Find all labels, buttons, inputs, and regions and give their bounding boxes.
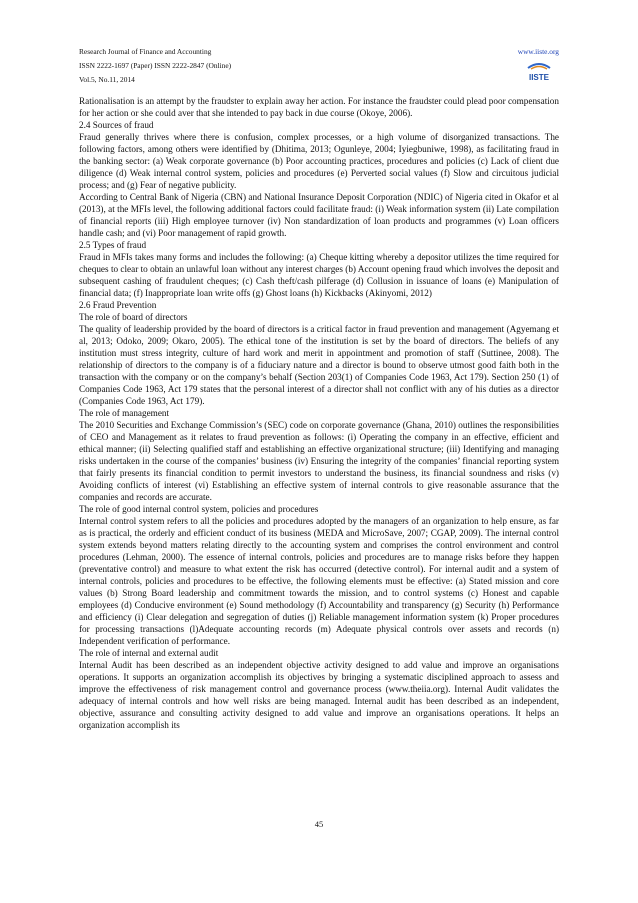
article-body — [79, 95, 559, 731]
subsection-heading: The role of good internal control system, policies and procedures — [79, 504, 319, 514]
page-header — [79, 43, 559, 89]
paragraph: Fraud in MFIs takes many forms and includes the following: (a) Cheque kitting whereby a depositor utilizes the time required for cheques to clear to obtain an unlawful loan without any interest charges (b) Account opening fraud which involves the deposit and subsequent cashing of fraudulent cheques; (c) Cash theft/cash pilferage (d) Collusion in issuance of loans (e) Manipulation of financial data; (f) Inappropriate loan write offs (g) Ghost loans (h) Kickbacks (Akinyomi, 2012) — [79, 252, 559, 298]
section-heading: 2.6 Fraud Prevention — [79, 300, 157, 310]
issn-line: ISSN 2222-1697 (Paper) ISSN 2222-2847 (Online) — [79, 61, 232, 70]
journal-title: Research Journal of Finance and Accounting — [79, 47, 212, 56]
paragraph: Internal Audit has been described as an independent objective activity designed to add value and improve an organisations operations. It supports an organization accomplish its objectives by bringing a systematic disciplined approach to assess and improve the effectiveness of risk management control and governance process (www.theiia.org). Internal Audit validates the adequacy of internal controls and how well risks are being managed. Internal audit has been described as an independent, objective, assurance and consulting activity designed to add value and improve an organisations operations. It helps an organization accomplish its — [79, 660, 559, 730]
logo-text: IISTE — [528, 73, 550, 82]
iiste-logo — [525, 59, 553, 83]
subsection-heading: The role of management — [79, 408, 170, 418]
subsection-heading: The role of board of directors — [79, 312, 188, 322]
paragraph: Fraud generally thrives where there is confusion, complex processes, or a high volume of disorganized transactions. The following factors, among others were identified by (Dhitima, 2013; Ogunleye, 2004; Iyiegbuniwe, 1998), as facilitating fraud in the banking sector: (a) Weak corporate governance (b) Poor accounting practices, procedures and policies (c) Lack of client due diligence (d) Weak internal control system, policies and procedures (e) Perverted social values (f) Slow and circuitous judicial process; and (g) Fear of negative publicity. — [79, 132, 559, 190]
paragraph: The quality of leadership provided by the board of directors is a critical factor in fraud prevention and management (Agyemang et al, 2013; Odoko, 2009; Okaro, 2005). The ethical tone of the institution is set by the board of directors. The beliefs of any institution must stress integrity, culture of hard work and merit in appointment and promotion of staff (Suttinee, 2008). The relationship of directors to the company is of a fiduciary nature and a director is bound to observe utmost good faith both in the transaction with the company or on the company’s behalf (Section 203(1) of Companies Code 1963, Act 179). Section 250 (1) of Companies Code 1963, Act 179 states that the personal interest of a director shall not conflict with any of his duties as a director (Companies Code 1963, Act 179). — [79, 324, 559, 406]
subsection-heading: The role of internal and external audit — [79, 648, 219, 658]
section-heading: 2.5 Types of fraud — [79, 240, 147, 250]
paragraph: The 2010 Securities and Exchange Commission’s (SEC) code on corporate governance (Ghana, 2010) outlines the responsibilities of CEO and Management as it relates to fraud prevention as follows: (i) Operating the company in an effective, efficient and ethical manner; (ii) Selecting qualified staff and establishing an effective organizational structure; (iii) Identifying and managing risks undertaken in the course of the companies’ business (iv) Ensuring the integrity of the companies’ financial reporting system that fairly presents its financial condition to permit investors to understand the business, its financial soundness and risks (v) Avoiding conflicts of interest (vi) Establishing an effective system of internal controls to give reasonable assurance that the companies and records are accurate. — [79, 420, 559, 502]
journal-url-link[interactable]: www.iiste.org — [517, 47, 559, 56]
paragraph: According to Central Bank of Nigeria (CBN) and National Insurance Deposit Corporation (NDIC) of Nigeria cited in Okafor et al (2013), at the MFIs level, the following additional factors could facilitate fraud: (i) Weak information system (ii) Late compilation of financial reports (iii) High employee turnover (iv) Non standardization of loan products and programmes (v) Loan officers handle cash; and (vi) Poor management of rapid growth. — [79, 192, 559, 238]
page-number: 45 — [314, 819, 324, 829]
volume-line: Vol.5, No.11, 2014 — [79, 75, 135, 84]
paragraph: Internal control system refers to all the policies and procedures adopted by the managers of an organization to help ensure, as far as is practical, the orderly and efficient conduct of its business (MEDA and MicroSave, 2007; CGAP, 2009). The internal control system extends beyond matters relating directly to the accounting system and comprises the control environment and control procedures (Lehman, 2000). The essence of internal controls, policies and procedures are to manage risks before they happen (preventative control) and measure to what extent the risk has occurred (detective control). For internal audit and a system of internal controls, policies and procedures to be effective, the following elements must be effective: (a) Stated mission and core values (b) Strong Board leadership and commitment towards the mission, and to control systems (c) Honest and capable employees (d) Conducive environment (e) Sound methodology (f) Accountability and transparency (g) Security (h) Performance and efficiency (i) Clear delegation and segregation of duties (j) Reliable management information system (k) Proper procedures for processing transactions (l)Adequate accounting records (m) Adequate physical controls over assets and records (n) Independent verification of performance. — [79, 516, 559, 646]
iiste-logo-icon — [525, 59, 553, 83]
paragraph: Rationalisation is an attempt by the fraudster to explain away her action. For instance the fraudster could plead poor compensation for her action or she could aver that she intended to pay back in due course (Okoye, 2006). — [79, 96, 559, 118]
section-heading: 2.4 Sources of fraud — [79, 120, 154, 130]
